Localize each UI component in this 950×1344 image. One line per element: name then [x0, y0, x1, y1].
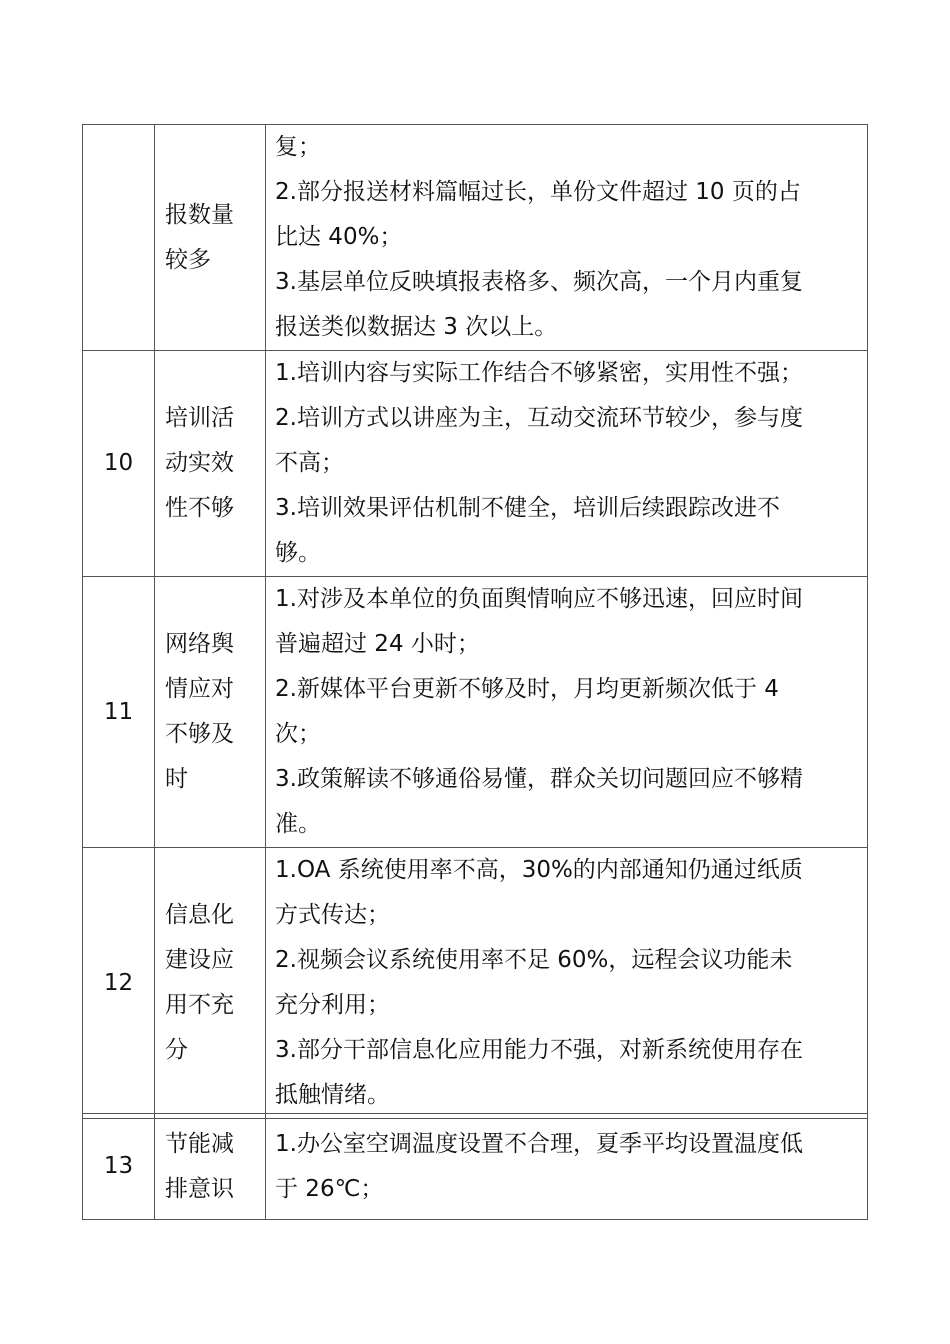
description-line: 次；: [275, 721, 321, 747]
description-line: 2.培训方式以讲座为主，互动交流环节较少，参与度: [275, 405, 803, 431]
description-line: 2.新媒体平台更新不够及时，月均更新频次低于 4: [275, 676, 779, 702]
row-number: 10: [83, 351, 155, 577]
row-category: 信息化建设应用不充分: [165, 902, 234, 1063]
table-row: [83, 577, 868, 848]
table-row: [83, 351, 868, 577]
description-line: 比达 40%；: [275, 224, 403, 250]
description-line: 于 26℃；: [275, 1175, 384, 1202]
row-category: 培训活动实效性不够: [165, 405, 234, 521]
description-line: 1.OA 系统使用率不高，30%的内部通知仍通过纸质: [275, 857, 803, 883]
description-line: 报送类似数据达 3 次以上。: [275, 314, 558, 340]
table-row: [83, 848, 868, 1119]
row-number: [83, 125, 155, 351]
row-category: 报数量较多: [165, 201, 234, 273]
description-line: 3.培训效果评估机制不健全，培训后续跟踪改进不: [275, 495, 780, 521]
description-line: 复；: [275, 134, 321, 160]
description-line: 方式传达；: [275, 902, 390, 928]
description-line: 3.部分干部信息化应用能力不强，对新系统使用存在: [275, 1037, 803, 1063]
description-line: 普遍超过 24 小时；: [275, 631, 480, 657]
description-line: 1.培训内容与实际工作结合不够紧密，实用性不强；: [275, 360, 803, 386]
row-number: 12: [83, 848, 155, 1119]
description-line: 3.政策解读不够通俗易懂，群众关切问题回应不够精: [275, 766, 803, 792]
row-category: 网络舆情应对不够及时: [165, 631, 234, 792]
row-category: 节能减排意识: [165, 1130, 234, 1202]
description-line: 不高；: [275, 450, 344, 476]
description-line: 够。: [275, 540, 321, 566]
description-line: 准。: [275, 811, 321, 837]
table-row: [83, 125, 868, 351]
row-description: [266, 848, 868, 1119]
row-number: 11: [83, 577, 155, 848]
description-line: 1.对涉及本单位的负面舆情响应不够迅速，回应时间: [275, 586, 803, 612]
description-line: 抵触情绪。: [275, 1082, 390, 1108]
row-description: [266, 351, 868, 577]
table-row: [83, 1114, 868, 1220]
row-number: 13: [83, 1114, 155, 1220]
row-description: [266, 1114, 868, 1220]
description-line: 充分利用；: [275, 992, 390, 1018]
description-line: 1.办公室空调温度设置不合理，夏季平均设置温度低: [275, 1130, 803, 1157]
description-line: 2.部分报送材料篇幅过长，单份文件超过 10 页的占: [275, 179, 801, 205]
description-line: 2.视频会议系统使用率不足 60%，远程会议功能未: [275, 947, 793, 973]
issue-table-main: [82, 124, 868, 1119]
issue-table-continued: [82, 1113, 868, 1220]
row-description: [266, 125, 868, 351]
description-line: 3.基层单位反映填报表格多、频次高，一个月内重复: [275, 269, 803, 295]
row-description: [266, 577, 868, 848]
